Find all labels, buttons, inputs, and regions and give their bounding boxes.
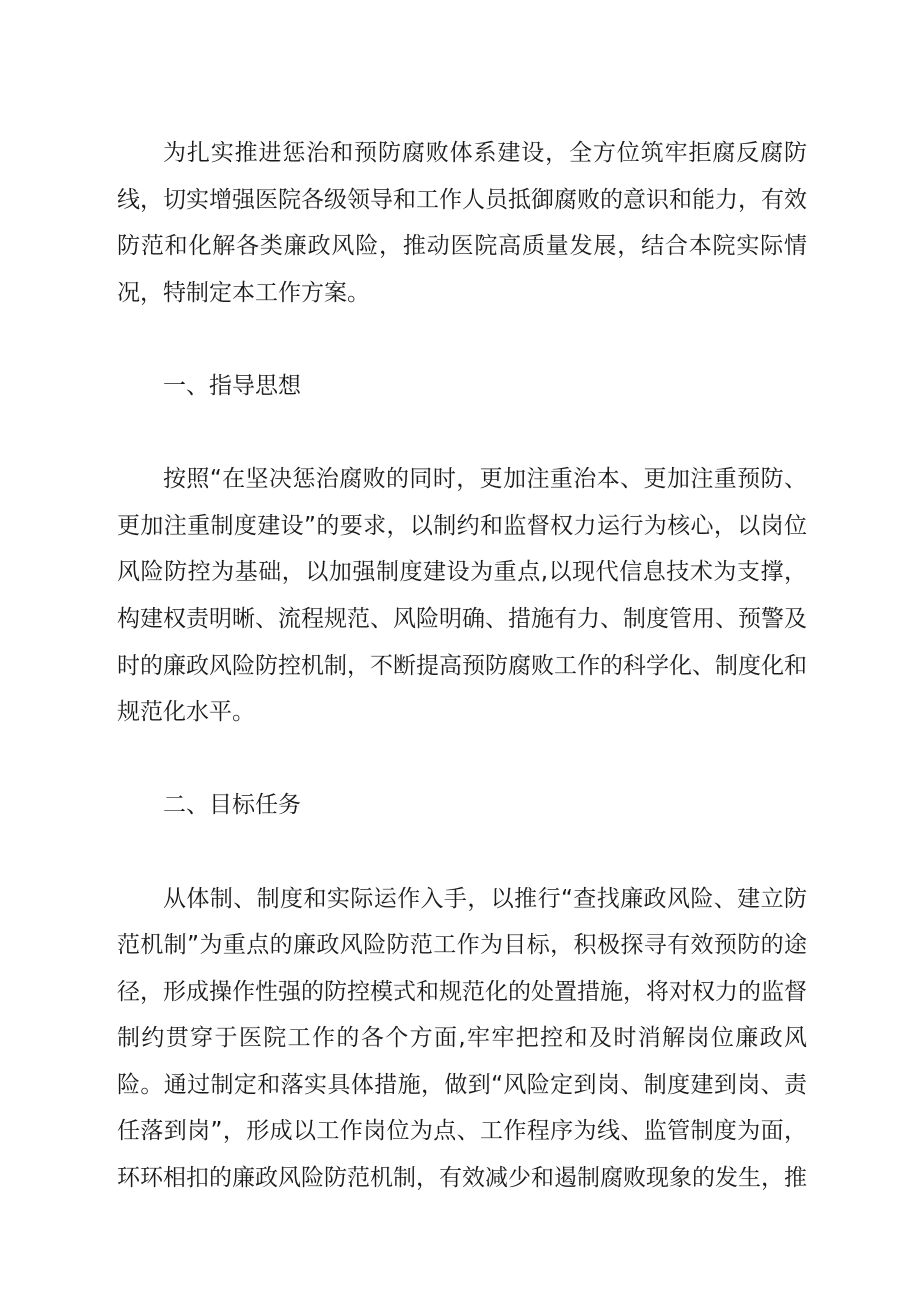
guiding-ideology-paragraph: 按照“在坚决惩治腐败的同时，更加注重治本、更加注重预防、更加注重制度建设”的要求，以制约和监督权力运行为核心，以岗位风险防控为基础，以加强制度建设为重点,以现代信息技术为支撑，构建权责明晰、流程规范、风险明确、措施有力、制度管用、预警及时的廉政风险防控机制，不断提高预防腐败工作的科学化、制度化和规范化水平。 (117, 466, 807, 726)
paragraph-gap (117, 316, 807, 363)
intro-paragraph: 为扎实推进惩治和预防腐败体系建设，全方位筑牢拒腐反腐防线，切实增强医院各级领导和工作人员抵御腐败的意识和能力，有效防范和化解各类廉政风险，推动医院高质量发展，结合本院实际情况，特制定本工作方案。 (117, 140, 807, 306)
paragraph-gap (117, 410, 807, 457)
section-heading-guiding-ideology: 一、指导思想 (163, 372, 301, 399)
section-heading-objectives: 二、目标任务 (163, 792, 301, 819)
paragraph-gap (117, 829, 807, 876)
objectives-paragraph: 从体制、制度和实际运作入手，以推行“查找廉政风险、建立防范机制”为重点的廉政风险防范工作为目标，积极探寻有效预防的途径，形成操作性强的防控模式和规范化的处置措施，将对权力的监督制约贯穿于医院工作的各个方面,牢牢把控和及时消解岗位廉政风险。通过制定和落实具体措施，做到“风险定到岗、制度建到岗、责任落到岗”，形成以工作岗位为点、工作程序为线、监管制度为面，环环相扣的廉政风险防范机制，有效减少和遏制腐败现象的发生，推 (117, 885, 807, 1192)
paragraph-gap (117, 736, 807, 783)
document-body (117, 130, 807, 1202)
